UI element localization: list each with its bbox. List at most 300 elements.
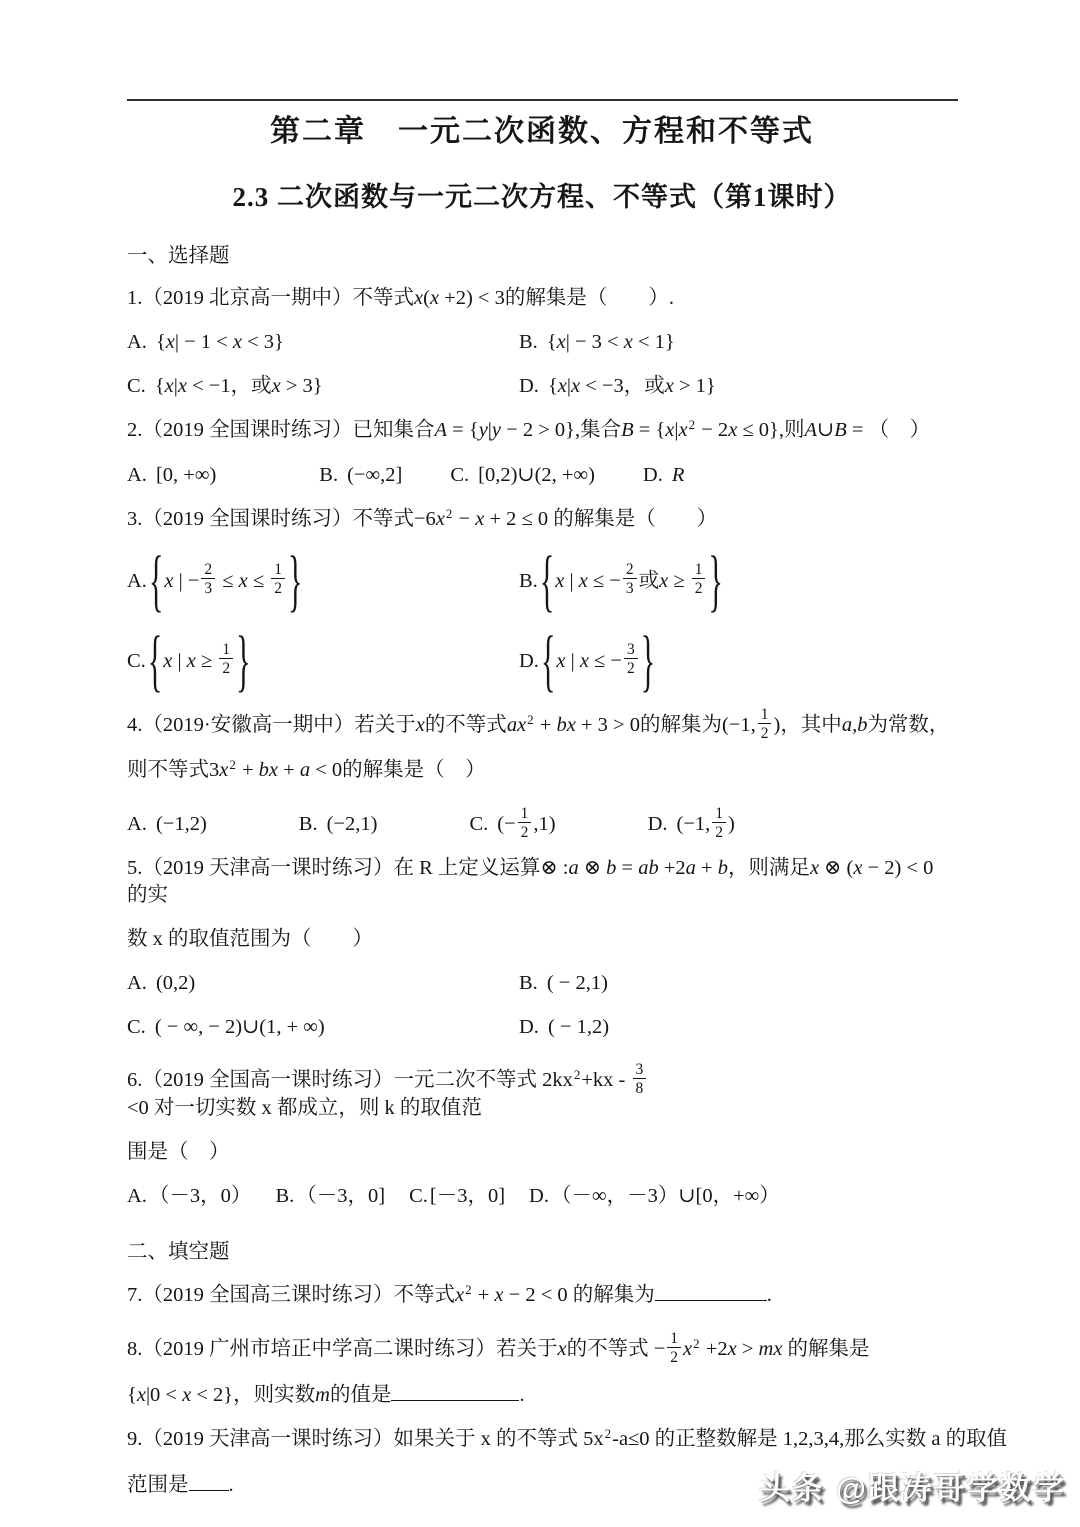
text-run: ( [423, 287, 430, 309]
text-run: − 2 > 0}, [501, 419, 581, 441]
text-run: A [804, 419, 818, 441]
question-list [127, 238, 1008, 1499]
question-6-option-B [275, 1183, 385, 1210]
text-run: − 2 [696, 419, 729, 441]
text-run: x [182, 1384, 192, 1406]
option-label: D. [519, 649, 539, 672]
question-6-option-C [409, 1183, 505, 1210]
text-run: ≥ [668, 569, 690, 592]
text-run: 数 x 的取值范围为（ ） [127, 928, 373, 950]
option-body [296, 1185, 385, 1207]
question-3-option-C [127, 623, 251, 699]
text-run: ) [773, 714, 781, 736]
question-6-option-A [127, 1183, 251, 1210]
text-run: |0 < [145, 1384, 183, 1406]
fraction-denominator: 2 [694, 580, 703, 597]
question-4-option-B [299, 811, 378, 838]
header-rule [127, 99, 958, 101]
option-body [156, 331, 284, 353]
option-label: D. [529, 1185, 549, 1207]
text-run: (−1, [721, 714, 756, 736]
text-run: 7.（2019 全国高三课时练习）不等式 [127, 1284, 455, 1306]
text-run: x [177, 375, 187, 397]
option-body [540, 623, 656, 699]
text-run: −6 [414, 508, 436, 530]
text-run: 2 [573, 1067, 581, 1082]
fraction-numerator: 3 [633, 1061, 647, 1079]
text-run: （－3，0] [296, 1185, 386, 1207]
text-run: + [236, 759, 259, 781]
question-2-option-C [450, 462, 595, 489]
text-run: < −3， [580, 375, 645, 397]
text-run: > [736, 1338, 759, 1360]
text-run: < −1， [186, 375, 252, 397]
text-run: x [556, 331, 566, 353]
text-run: + 3 > 0 [575, 714, 640, 736]
text-run: + 2 ≤ 0 [484, 508, 554, 530]
text-run: < 0 [310, 759, 343, 781]
option-label: B. [275, 1185, 295, 1207]
text-run: [0, +∞) [155, 464, 217, 486]
fraction [201, 561, 215, 597]
fraction-numerator: 1 [219, 641, 233, 659]
text-run: x [557, 375, 567, 397]
text-run: | [172, 649, 187, 672]
text-run: ab [638, 857, 659, 879]
question-1-option-A [127, 329, 284, 356]
fraction [271, 561, 285, 597]
text-run: 则不等式 [127, 759, 209, 781]
option-body [672, 464, 685, 486]
text-run: ≥ [195, 649, 218, 672]
text-run: 范围是 [127, 1474, 189, 1496]
option-body [539, 543, 724, 619]
text-run: ( − 1,2) [547, 1016, 610, 1038]
text-run: 或 [638, 569, 660, 592]
text-run: 9.（2019 天津高一课时练习）如果关于 x 的不等式 5x [127, 1428, 604, 1450]
text-run: b [606, 857, 617, 879]
text-run: x [219, 759, 229, 781]
question-4-option-C [469, 805, 556, 842]
text-run: { [154, 375, 165, 397]
fraction-denominator: 2 [715, 824, 724, 842]
question-4-options [127, 805, 957, 842]
text-run: a [568, 857, 579, 879]
text-run: { [127, 1384, 137, 1406]
text-run: 2 [445, 506, 453, 521]
fraction-numerator: 2 [623, 561, 637, 579]
tall-brace: } [236, 623, 251, 699]
text-run: 的实 [127, 884, 168, 906]
option-label: A. [127, 569, 147, 592]
option-label: A. [127, 464, 147, 486]
text-run: < 1} [632, 331, 675, 353]
fraction-denominator: 2 [222, 660, 231, 677]
text-run: 的解集是（ ） [342, 759, 486, 781]
text-run: = { [633, 419, 666, 441]
fraction-denominator: 2 [520, 824, 529, 842]
text-run: + [695, 857, 718, 879]
question-4-line [127, 757, 957, 785]
question-7-line [127, 1281, 957, 1310]
text-run: a,b [841, 714, 868, 736]
question-6-line [127, 1061, 957, 1122]
lesson-title: 2.3 二次函数与一元二次方程、不等式（第1课时） [232, 182, 852, 212]
option-body [156, 972, 195, 994]
option-body [551, 1185, 780, 1207]
text-run: A [434, 419, 448, 441]
text-run: -a≤0 的正整数解是 1,2,3,4,那么实数 a 的取值 [612, 1428, 1008, 1450]
option-body [148, 543, 303, 619]
option-label: C. [409, 1185, 428, 1207]
text-run: 2.（2019 全国课时练习）已知集合 [127, 419, 435, 441]
text-run: x [579, 649, 589, 672]
fraction-denominator: 2 [670, 1349, 679, 1367]
text-run: x [571, 375, 581, 397]
text-run: B [621, 419, 634, 441]
text-run: ( − ∞, − 2)∪(1, + ∞) [154, 1016, 325, 1038]
text-run: ,1) [533, 813, 556, 835]
text-run: 或 [644, 375, 665, 397]
text-run: 6.（2019 全国高一课时练习）一元二次不等式 2kx [127, 1069, 573, 1091]
text-run: | [173, 375, 178, 397]
text-run: ) [728, 813, 735, 835]
question-2-option-A [127, 462, 216, 489]
text-run: x [232, 331, 242, 353]
text-run: b [717, 857, 728, 879]
option-label: B. [319, 464, 339, 486]
fraction-numerator: 1 [712, 805, 726, 823]
question-6-options [127, 1183, 957, 1210]
question-8-line [127, 1330, 957, 1367]
fraction [633, 1061, 647, 1097]
text-run: 4.（2019·安徽高一期中）若关于 [127, 714, 416, 736]
fraction [624, 641, 638, 677]
watermark: 头条 @跟涛哥学数学 [759, 1471, 1066, 1506]
fraction-numerator: 1 [518, 805, 532, 823]
text-run: x [659, 569, 669, 592]
text-run: | − 3 < [565, 331, 624, 353]
text-run: | − [173, 569, 200, 592]
answer-blank [391, 1381, 519, 1401]
text-run: = [846, 419, 869, 441]
text-run: B [834, 419, 847, 441]
option-body [155, 1016, 325, 1038]
option-label: D. [647, 813, 668, 835]
option-body [548, 1016, 609, 1038]
text-run: x [455, 1284, 465, 1306]
text-run: （ ） [868, 419, 931, 441]
question-3-option-A [127, 543, 303, 619]
text-run: （－3，0） [148, 1185, 252, 1207]
text-run: (−∞,2] [347, 464, 403, 486]
text-run: (0,2) [155, 972, 196, 994]
text-run: 则 [784, 419, 805, 441]
question-5-option-C [127, 1014, 325, 1041]
text-run: x [494, 1284, 504, 1306]
question-1-line [127, 285, 957, 312]
fraction [667, 1330, 681, 1366]
option-label: A. [127, 331, 147, 353]
option-label: A. [127, 972, 147, 994]
fraction [623, 561, 637, 597]
tall-brace: { [147, 623, 163, 699]
fraction-denominator: 8 [635, 1080, 644, 1098]
text-run: | [674, 419, 679, 441]
text-run: x [429, 287, 440, 309]
option-body [156, 813, 207, 835]
text-run: R [671, 464, 685, 486]
text-run: ≤ 0}, [737, 419, 785, 441]
text-run: x [186, 649, 196, 672]
option-label: B. [519, 569, 538, 592]
text-run: 的解集为 [572, 1284, 655, 1306]
text-run: > 3} [280, 375, 323, 397]
text-run: a [685, 857, 696, 879]
option-body [497, 805, 556, 842]
text-run: . [766, 1284, 772, 1306]
chapter-title: 第二章 一元二次函数、方程和不等式 [270, 115, 814, 148]
text-run: x [678, 419, 688, 441]
text-run: ，则满足 [727, 857, 810, 879]
text-run: ≤ − [588, 649, 622, 672]
text-run: x [683, 1338, 693, 1360]
fraction-denominator: 2 [274, 580, 283, 597]
text-run: 或 [251, 375, 272, 397]
option-body [327, 813, 378, 835]
fraction [219, 641, 233, 677]
option-label: D. [519, 1016, 539, 1038]
fraction-denominator: 3 [204, 580, 213, 597]
question-1-option-D [519, 373, 716, 400]
text-run: x [557, 1338, 567, 1360]
text-run: 的解集为 [639, 714, 722, 736]
text-run: a [299, 759, 311, 781]
question-5-option-D [519, 1014, 609, 1041]
text-run: (− [497, 813, 516, 835]
text-run: x [435, 508, 445, 530]
question-6-line [127, 1139, 957, 1166]
question-4-line [127, 706, 957, 743]
text-run: x [475, 508, 485, 530]
option-label: A. [127, 1185, 147, 1207]
option-label: D. [519, 375, 539, 397]
text-run: − 2 < 0 [503, 1284, 573, 1306]
option-body [156, 464, 216, 486]
text-run: +2 [700, 1338, 728, 1360]
text-run: +kx - [581, 1069, 631, 1091]
text-run: − 2) < 0 [862, 857, 934, 879]
question-2-line [127, 417, 957, 445]
option-body [347, 464, 402, 486]
question-3-options [127, 543, 957, 699]
question-2-options [127, 462, 957, 489]
option-body [430, 1185, 505, 1207]
text-run: | [566, 375, 571, 397]
text-run: 2 [229, 757, 236, 772]
text-run: x [556, 649, 566, 672]
text-run: < 3} [241, 331, 284, 353]
text-run: + [472, 1284, 495, 1306]
tall-brace: } [708, 543, 723, 619]
text-run: 2 [527, 712, 534, 727]
text-run: bx [556, 714, 576, 736]
text-run: (−2,1) [326, 813, 378, 835]
question-6-option-D [529, 1183, 780, 1210]
question-8-line [127, 1381, 957, 1409]
text-run: 3.（2019 全国课时练习）不等式 [127, 508, 414, 530]
text-run: x [415, 714, 425, 736]
question-2-option-B [319, 462, 402, 489]
question-4-option-D [647, 805, 735, 842]
text-run: +2 [658, 857, 686, 879]
fraction-numerator: 1 [692, 561, 706, 579]
option-label: A. [127, 813, 147, 835]
text-run: ∪ [817, 419, 835, 441]
option-body [149, 1185, 252, 1207]
fraction [518, 805, 532, 841]
fraction-numerator: 1 [758, 706, 772, 724]
text-run: 5.（2019 天津高一课时练习）在 R 上定义运算 [127, 857, 541, 879]
option-label: B. [298, 813, 318, 835]
text-run: { [546, 331, 557, 353]
text-run: 的解集是 [782, 1338, 870, 1360]
text-run: ( − 2,1) [546, 972, 608, 994]
text-run: (−1, [676, 813, 711, 835]
text-run: x [165, 331, 175, 353]
question-1-option-C [127, 373, 323, 400]
fraction-denominator: 2 [760, 725, 769, 743]
text-run: x [664, 375, 674, 397]
text-run: y [478, 419, 488, 441]
text-run: | [487, 419, 492, 441]
fraction-denominator: 3 [625, 580, 634, 597]
text-run: 的不等式 [424, 714, 507, 736]
text-run: x [136, 1384, 146, 1406]
text-run: = { [447, 419, 479, 441]
text-run: | − 1 < [174, 331, 233, 353]
question-3-option-B [519, 543, 724, 619]
tall-brace: } [640, 623, 656, 699]
text-run: | [564, 569, 579, 592]
text-run: . [519, 1384, 525, 1406]
option-body [147, 623, 252, 699]
question-2-option-D [643, 462, 684, 489]
text-run: x [164, 569, 174, 592]
question-5-options [127, 970, 957, 1041]
question-4-option-A [127, 811, 207, 838]
question-5-option-B [519, 970, 608, 997]
text-run: （－∞，－3）∪[0，+∞） [550, 1185, 780, 1207]
text-run: 1.（2019 北京高一期中）不等式 [127, 287, 414, 309]
text-run: { [547, 375, 558, 397]
option-body [155, 375, 323, 397]
option-label: C. [127, 375, 146, 397]
text-run: 3 [209, 759, 220, 781]
text-run: 的解集是（ ） [553, 508, 718, 530]
text-run: y [491, 419, 502, 441]
text-run: x [727, 1338, 737, 1360]
question-3-line [127, 506, 957, 534]
text-run: + [278, 759, 300, 781]
text-run: + [534, 714, 557, 736]
tall-brace: } [288, 543, 303, 619]
fraction-denominator: 2 [626, 660, 635, 677]
option-label: B. [519, 972, 538, 994]
text-run: 的值是 [329, 1384, 392, 1406]
text-run: x [623, 331, 633, 353]
option-body [478, 464, 595, 486]
text-run: 围是（ ） [127, 1141, 230, 1163]
text-run: x [238, 569, 248, 592]
section-heading: 二、填空题 [127, 1241, 230, 1263]
text-run: | [565, 649, 580, 672]
text-run: − [453, 508, 476, 530]
text-run: 2 [688, 417, 696, 432]
text-run: 对一切实数 x 都成立，则 k 的取值范 [153, 1097, 482, 1119]
text-run: ⊗ : [540, 857, 569, 879]
answer-blank [189, 1471, 229, 1491]
text-run: mx [758, 1338, 783, 1360]
text-run: 为常数， [867, 714, 950, 736]
text-run: 8.（2019 广州市培正中学高二课时练习）若关于 [127, 1338, 558, 1360]
text-run: x [414, 287, 424, 309]
text-run: ≤ − [587, 569, 621, 592]
text-run: ≤ [247, 569, 270, 592]
text-run: 2 [693, 1336, 700, 1351]
section-heading: 一、选择题 [127, 245, 230, 267]
question-3-option-D [519, 623, 656, 699]
text-run: x [555, 569, 565, 592]
text-run: . [228, 1474, 234, 1496]
option-label: D. [642, 464, 663, 486]
text-run: x [728, 419, 738, 441]
option-body [547, 972, 608, 994]
text-run: ，则实数 [233, 1384, 316, 1406]
fraction [692, 561, 706, 597]
text-run: x [163, 649, 173, 672]
option-label: C. [469, 813, 489, 835]
fraction [758, 706, 772, 742]
option-body [548, 375, 716, 397]
text-run: 2 [604, 1426, 612, 1441]
text-run: − [653, 1338, 666, 1360]
text-run: m [315, 1384, 330, 1406]
option-body [676, 805, 735, 842]
text-run: x [164, 375, 174, 397]
text-run: = [616, 857, 639, 879]
question-1-options [127, 329, 957, 400]
fraction-numerator: 2 [201, 561, 215, 579]
text-run: ax [506, 714, 527, 736]
question-5-option-A [127, 970, 195, 997]
text-run: x [809, 857, 820, 879]
text-run: ⊗ ( [819, 857, 854, 879]
text-run: x [271, 375, 281, 397]
text-run: +2) < 3 [439, 287, 505, 309]
question-9-line [127, 1426, 1008, 1454]
text-run: [－3，0] [429, 1185, 506, 1207]
fraction-numerator: 3 [624, 641, 638, 659]
text-run: 的解集是（ ）. [504, 287, 674, 309]
question-1-option-B [519, 329, 675, 356]
text-run: x [853, 857, 863, 879]
text-run: bx [258, 759, 279, 781]
option-label: C. [127, 649, 146, 672]
text-run: { [155, 331, 166, 353]
tall-brace: { [539, 543, 555, 619]
answer-blank [655, 1281, 767, 1301]
